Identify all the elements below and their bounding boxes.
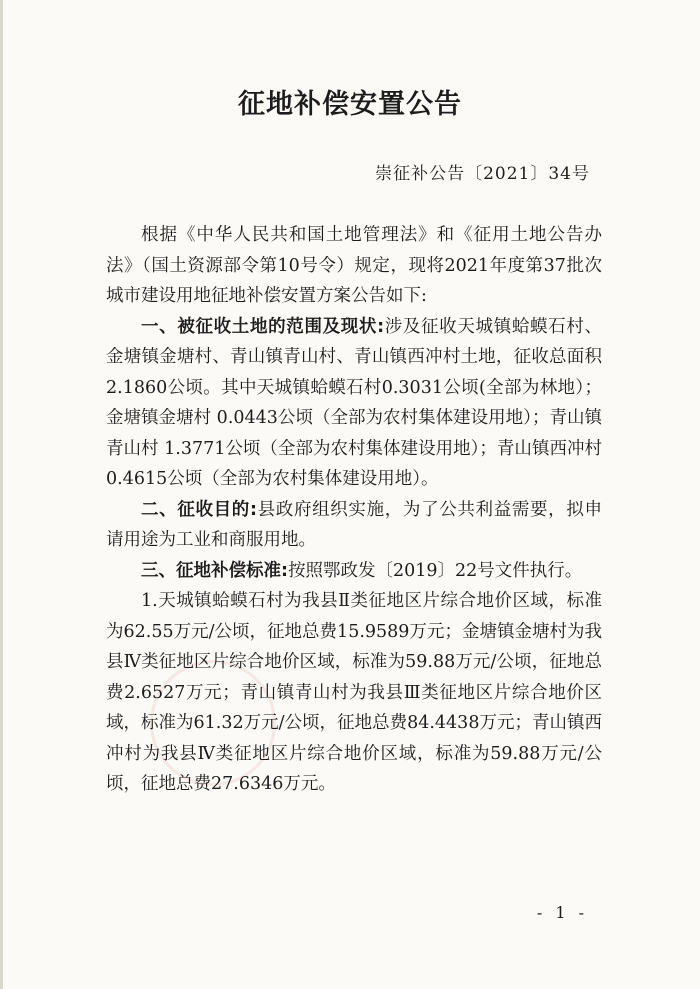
section-1-text: 涉及征收天城镇蛤蟆石村、金塘镇金塘村、青山镇青山村、青山镇西冲村土地，征收总面积2.1860公顷。其中天城镇蛤蟆石村0.3031公顷(全部为林地）；金塘镇金塘村 0.0443公顷（全部为农村集体建设用地）；青山镇青山村 1.3771公顷（全部为农村集体建设用地）；青山镇西冲村 0.4615公顷（全部为农村集体建设用地）。 bbox=[106, 316, 602, 489]
section-3-heading: 三、征地补偿标准: bbox=[141, 560, 288, 581]
item-1-paragraph: 1.天城镇蛤蟆石村为我县Ⅱ类征地区片综合地价区域，标准为62.55万元/公顷，征地总费15.9589万元；金塘镇金塘村为我县Ⅳ类征地区片综合地价区域，标准为59.88万元/公顷，征地总费2.6527万元；青山镇青山村为我县Ⅲ类征地区片综合地价区域，标准为61.32万元/公顷，征地总费84.4438万元；青山镇西冲村为我县Ⅳ类征地区片综合地价区域，标准为59.88万元/公顷，征地总费27.6346万元。 bbox=[106, 591, 602, 794]
section-1 bbox=[106, 312, 602, 495]
section-2 bbox=[106, 495, 602, 556]
page-title: 征地补偿安置公告 bbox=[238, 89, 462, 120]
section-2-text: 县政府组织实施，为了公共利益需要，拟申请用途为工业和商服用地。 bbox=[106, 499, 603, 550]
section-1-heading: 一、被征收土地的范围及现状: bbox=[141, 316, 385, 337]
section-3 bbox=[106, 556, 602, 587]
page-number: - 1 - bbox=[536, 903, 588, 922]
document-number: 崇征补公告〔2021〕34号 bbox=[375, 164, 590, 184]
page-edge bbox=[0, 0, 3, 989]
section-2-heading: 二、征收目的: bbox=[141, 499, 257, 520]
section-3-text: 按照鄂政发〔2019〕22号文件执行。 bbox=[288, 560, 583, 581]
intro-paragraph: 根据《中华人民共和国土地管理法》和《征用土地公告办法》（国土资源部令第10号令）规定，现将2021年度第37批次城市建设用地征地补偿安置方案公告如下: bbox=[106, 225, 602, 306]
document-body bbox=[106, 220, 602, 800]
